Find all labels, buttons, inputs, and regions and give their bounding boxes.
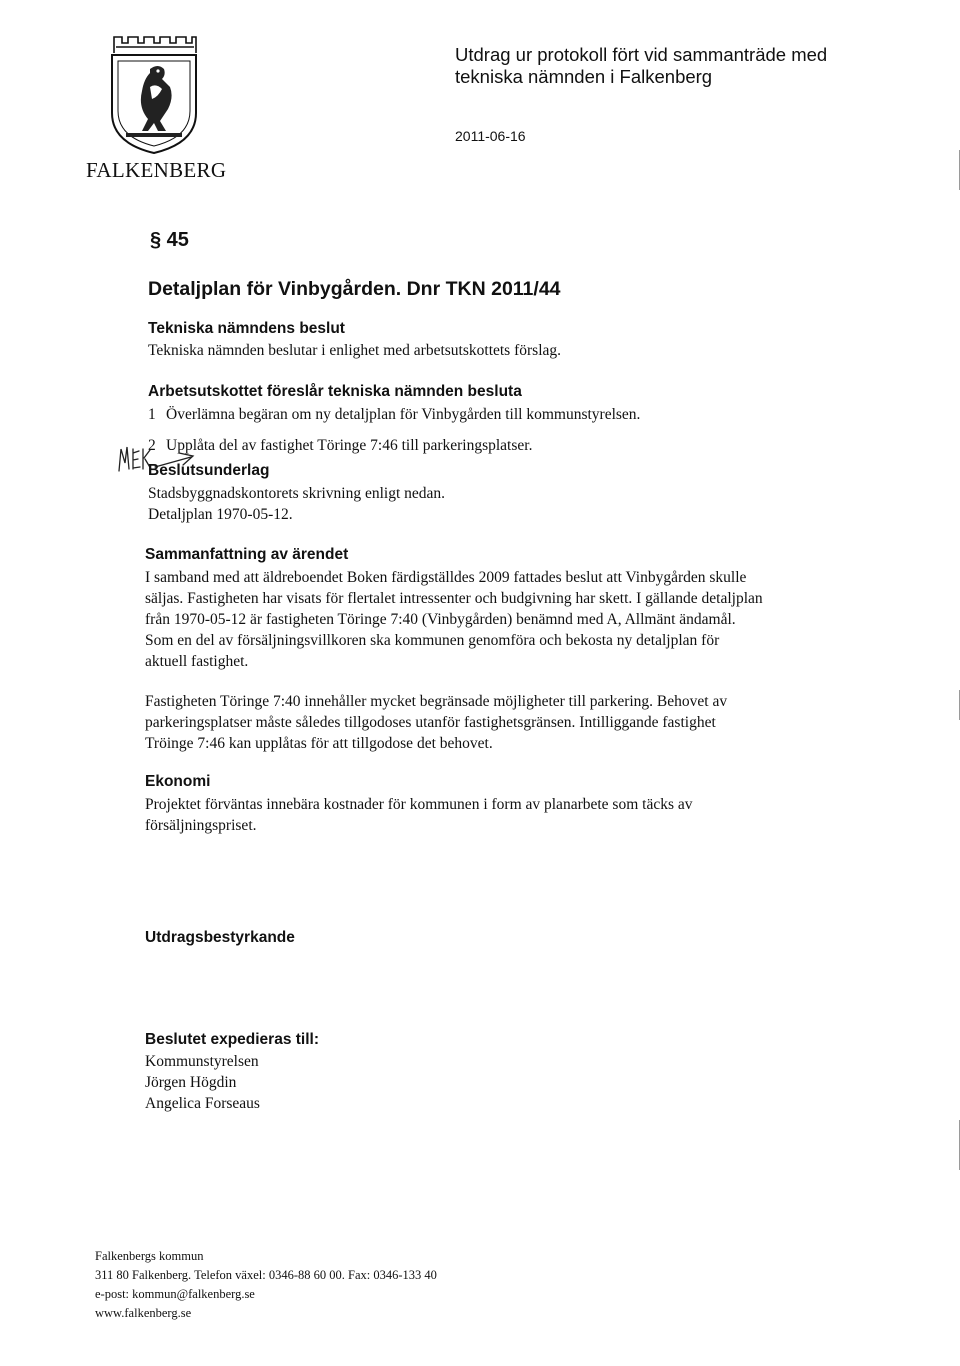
recipient: Angelica Forseaus	[145, 1095, 260, 1112]
basis-text	[148, 483, 445, 525]
summary-line: I samband med att äldreboendet Boken färdigställdes 2009 fattades beslut att Vinbygården skulle	[145, 569, 747, 586]
summary-line: parkeringsplatser måste således tillgodoses utanför fastighetsgränsen. Intilliggande fastighet	[145, 714, 716, 731]
proposal-item-text: Upplåta del av fastighet Töringe 7:46 till parkeringsplatser.	[166, 437, 533, 454]
proposal-item	[148, 404, 640, 425]
summary-line: Tröinge 7:46 kan upplåtas för att tillgodose det behovet.	[145, 735, 493, 752]
distribution-list	[145, 1051, 260, 1114]
header-title-line-2: tekniska nämnden i Falkenberg	[455, 66, 713, 87]
distribution-heading: Beslutet expedieras till:	[145, 1031, 320, 1048]
summary-line: Fastigheten Töringe 7:40 innehåller mycket begränsade möjligheter till parkering. Behovet av	[145, 693, 728, 710]
summary-line: aktuell fastighet.	[145, 653, 249, 670]
city-name: FALKENBERG	[86, 158, 227, 182]
economy-heading: Ekonomi	[145, 773, 211, 790]
decision-text: Tekniska nämnden beslutar i enlighet med arbetsutskottets förslag.	[148, 342, 562, 359]
footer-address: 311 80 Falkenberg. Telefon växel: 0346-88 60 00. Fax: 0346-133 40	[95, 1268, 437, 1282]
basis-heading: Beslutsunderlag	[148, 462, 270, 479]
summary-paragraph-1	[145, 567, 763, 672]
proposal-item-number: 2	[148, 437, 156, 454]
proposal-item	[148, 435, 532, 456]
recipient: Kommunstyrelsen	[145, 1053, 259, 1070]
footer-org: Falkenbergs kommun	[95, 1249, 204, 1263]
document-header-title	[455, 44, 827, 88]
economy-line: Projektet förväntas innebära kostnader för kommunen i form av planarbete som täcks av	[145, 796, 693, 813]
proposal-item-number: 1	[148, 406, 156, 423]
economy-text	[145, 794, 693, 836]
summary-heading: Sammanfattning av ärendet	[145, 546, 349, 563]
certification-heading: Utdragsbestyrkande	[145, 929, 295, 946]
summary-line: från 1970-05-12 är fastigheten Töringe 7:40 (Vinbygården) benämnd med A, Allmänt ändamål.	[145, 611, 736, 628]
decision-heading: Tekniska nämndens beslut	[148, 320, 345, 337]
falkenberg-coat-of-arms-icon	[108, 35, 200, 157]
document-title: Detaljplan för Vinbygården. Dnr TKN 2011/44	[148, 278, 561, 300]
header-title-line-1: Utdrag ur protokoll fört vid sammanträde med	[455, 44, 828, 65]
footer-email: e-post: kommun@falkenberg.se	[95, 1287, 255, 1301]
section-number: § 45	[150, 229, 189, 251]
basis-line: Detaljplan 1970-05-12.	[148, 506, 293, 523]
summary-line: säljas. Fastigheten har visats för flertalet intressenter och budgivning har skett. I gällande detaljplan	[145, 590, 763, 607]
summary-paragraph-2	[145, 691, 727, 754]
economy-line: försäljningspriset.	[145, 817, 257, 834]
meeting-date: 2011-06-16	[455, 128, 526, 144]
basis-line: Stadsbyggnadskontorets skrivning enligt nedan.	[148, 485, 446, 502]
summary-line: Som en del av försäljningsvillkoren ska kommunen genomföra och bekosta ny detaljplan för	[145, 632, 720, 649]
proposal-heading: Arbetsutskottet föreslår tekniska nämnden besluta	[148, 383, 522, 400]
footer-web: www.falkenberg.se	[95, 1306, 192, 1320]
recipient: Jörgen Högdin	[145, 1074, 237, 1091]
proposal-item-text: Överlämna begäran om ny detaljplan för Vinbygården till kommunstyrelsen.	[166, 406, 641, 423]
footer	[95, 1247, 437, 1323]
